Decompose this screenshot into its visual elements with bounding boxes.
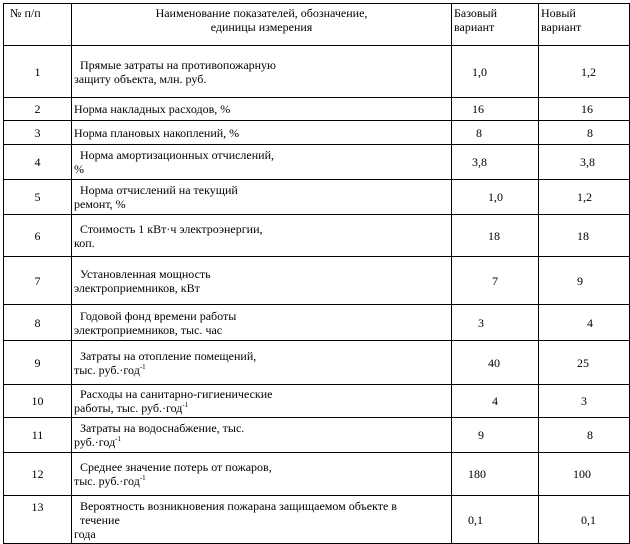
row-name: Норма отчислений на текущий ремонт, %	[72, 180, 452, 215]
header-name: Наименование показателей, обозначение, единицы измерения	[72, 4, 452, 46]
row-new: 18	[539, 215, 630, 257]
table-row	[4, 215, 630, 257]
row-name: Установленная мощность электроприемников, кВт	[72, 257, 452, 305]
row-base: 3	[452, 305, 539, 341]
row-name: Прямые затраты на противопожарную защиту объекта, млн. руб.	[72, 46, 452, 98]
row-num: 1	[4, 46, 72, 98]
row-num: 9	[4, 341, 72, 385]
row-new: 3	[539, 385, 630, 418]
row-base: 8	[452, 121, 539, 145]
row-base: 40	[452, 341, 539, 385]
row-new: 9	[539, 257, 630, 305]
row-new: 16	[539, 98, 630, 121]
row-name: Вероятность возникновения пожарана защищаемом объекте в течение года	[72, 496, 452, 544]
row-name: Расходы на санитарно-гигиенические работы, тыс. руб.·год$^{-1}$	[72, 385, 452, 418]
table-row	[4, 46, 630, 98]
row-num: 8	[4, 305, 72, 341]
row-base: 7	[452, 257, 539, 305]
row-new: 0,1	[539, 496, 630, 544]
table-row	[4, 385, 630, 418]
row-num: 4	[4, 145, 72, 180]
row-num: 13	[4, 496, 72, 544]
table-header-row	[4, 4, 630, 46]
row-base: 1,0	[452, 46, 539, 98]
row-new: 1,2	[539, 46, 630, 98]
row-num: 6	[4, 215, 72, 257]
row-base: 3,8	[452, 145, 539, 180]
row-num: 2	[4, 98, 72, 121]
row-num: 7	[4, 257, 72, 305]
table-row	[4, 418, 630, 453]
header-new: Новый вариант	[539, 4, 630, 46]
table-row	[4, 98, 630, 121]
table-row	[4, 257, 630, 305]
row-num: 12	[4, 453, 72, 496]
table-row	[4, 453, 630, 496]
row-num: 10	[4, 385, 72, 418]
row-new: 100	[539, 453, 630, 496]
table-row	[4, 145, 630, 180]
row-name: Стоимость 1 кВт·ч электроэнергии, коп.	[72, 215, 452, 257]
row-base: 180	[452, 453, 539, 496]
row-name: Среднее значение потерь от пожаров, тыс. руб.·год$^{-1}$	[72, 453, 452, 496]
row-num: 5	[4, 180, 72, 215]
row-base: 18	[452, 215, 539, 257]
row-new: 25	[539, 341, 630, 385]
table-row	[4, 121, 630, 145]
row-name: Затраты на водоснабжение, тыс. руб.·год$^{-1}$	[72, 418, 452, 453]
header-num: № п/п	[4, 4, 72, 46]
row-name: Годовой фонд времени работы электроприемников, тыс. час	[72, 305, 452, 341]
row-name: Норма амортизационных отчислений, %	[72, 145, 452, 180]
row-base: 9	[452, 418, 539, 453]
row-base: 4	[452, 385, 539, 418]
row-new: 8	[539, 121, 630, 145]
row-num: 11	[4, 418, 72, 453]
indicators-table	[3, 3, 630, 544]
row-name: Норма накладных расходов, %	[72, 98, 452, 121]
row-name: Затраты на отопление помещений, тыс. руб.·год$^{-1}$	[72, 341, 452, 385]
row-new: 1,2	[539, 180, 630, 215]
row-name: Норма плановых накоплений, %	[72, 121, 452, 145]
row-num: 3	[4, 121, 72, 145]
row-base: 1,0	[452, 180, 539, 215]
table-row	[4, 305, 630, 341]
table-row	[4, 496, 630, 544]
table-row	[4, 180, 630, 215]
table-row	[4, 341, 630, 385]
row-new: 4	[539, 305, 630, 341]
row-new: 3,8	[539, 145, 630, 180]
header-base: Базовый вариант	[452, 4, 539, 46]
row-new: 8	[539, 418, 630, 453]
row-base: 0,1	[452, 496, 539, 544]
row-base: 16	[452, 98, 539, 121]
